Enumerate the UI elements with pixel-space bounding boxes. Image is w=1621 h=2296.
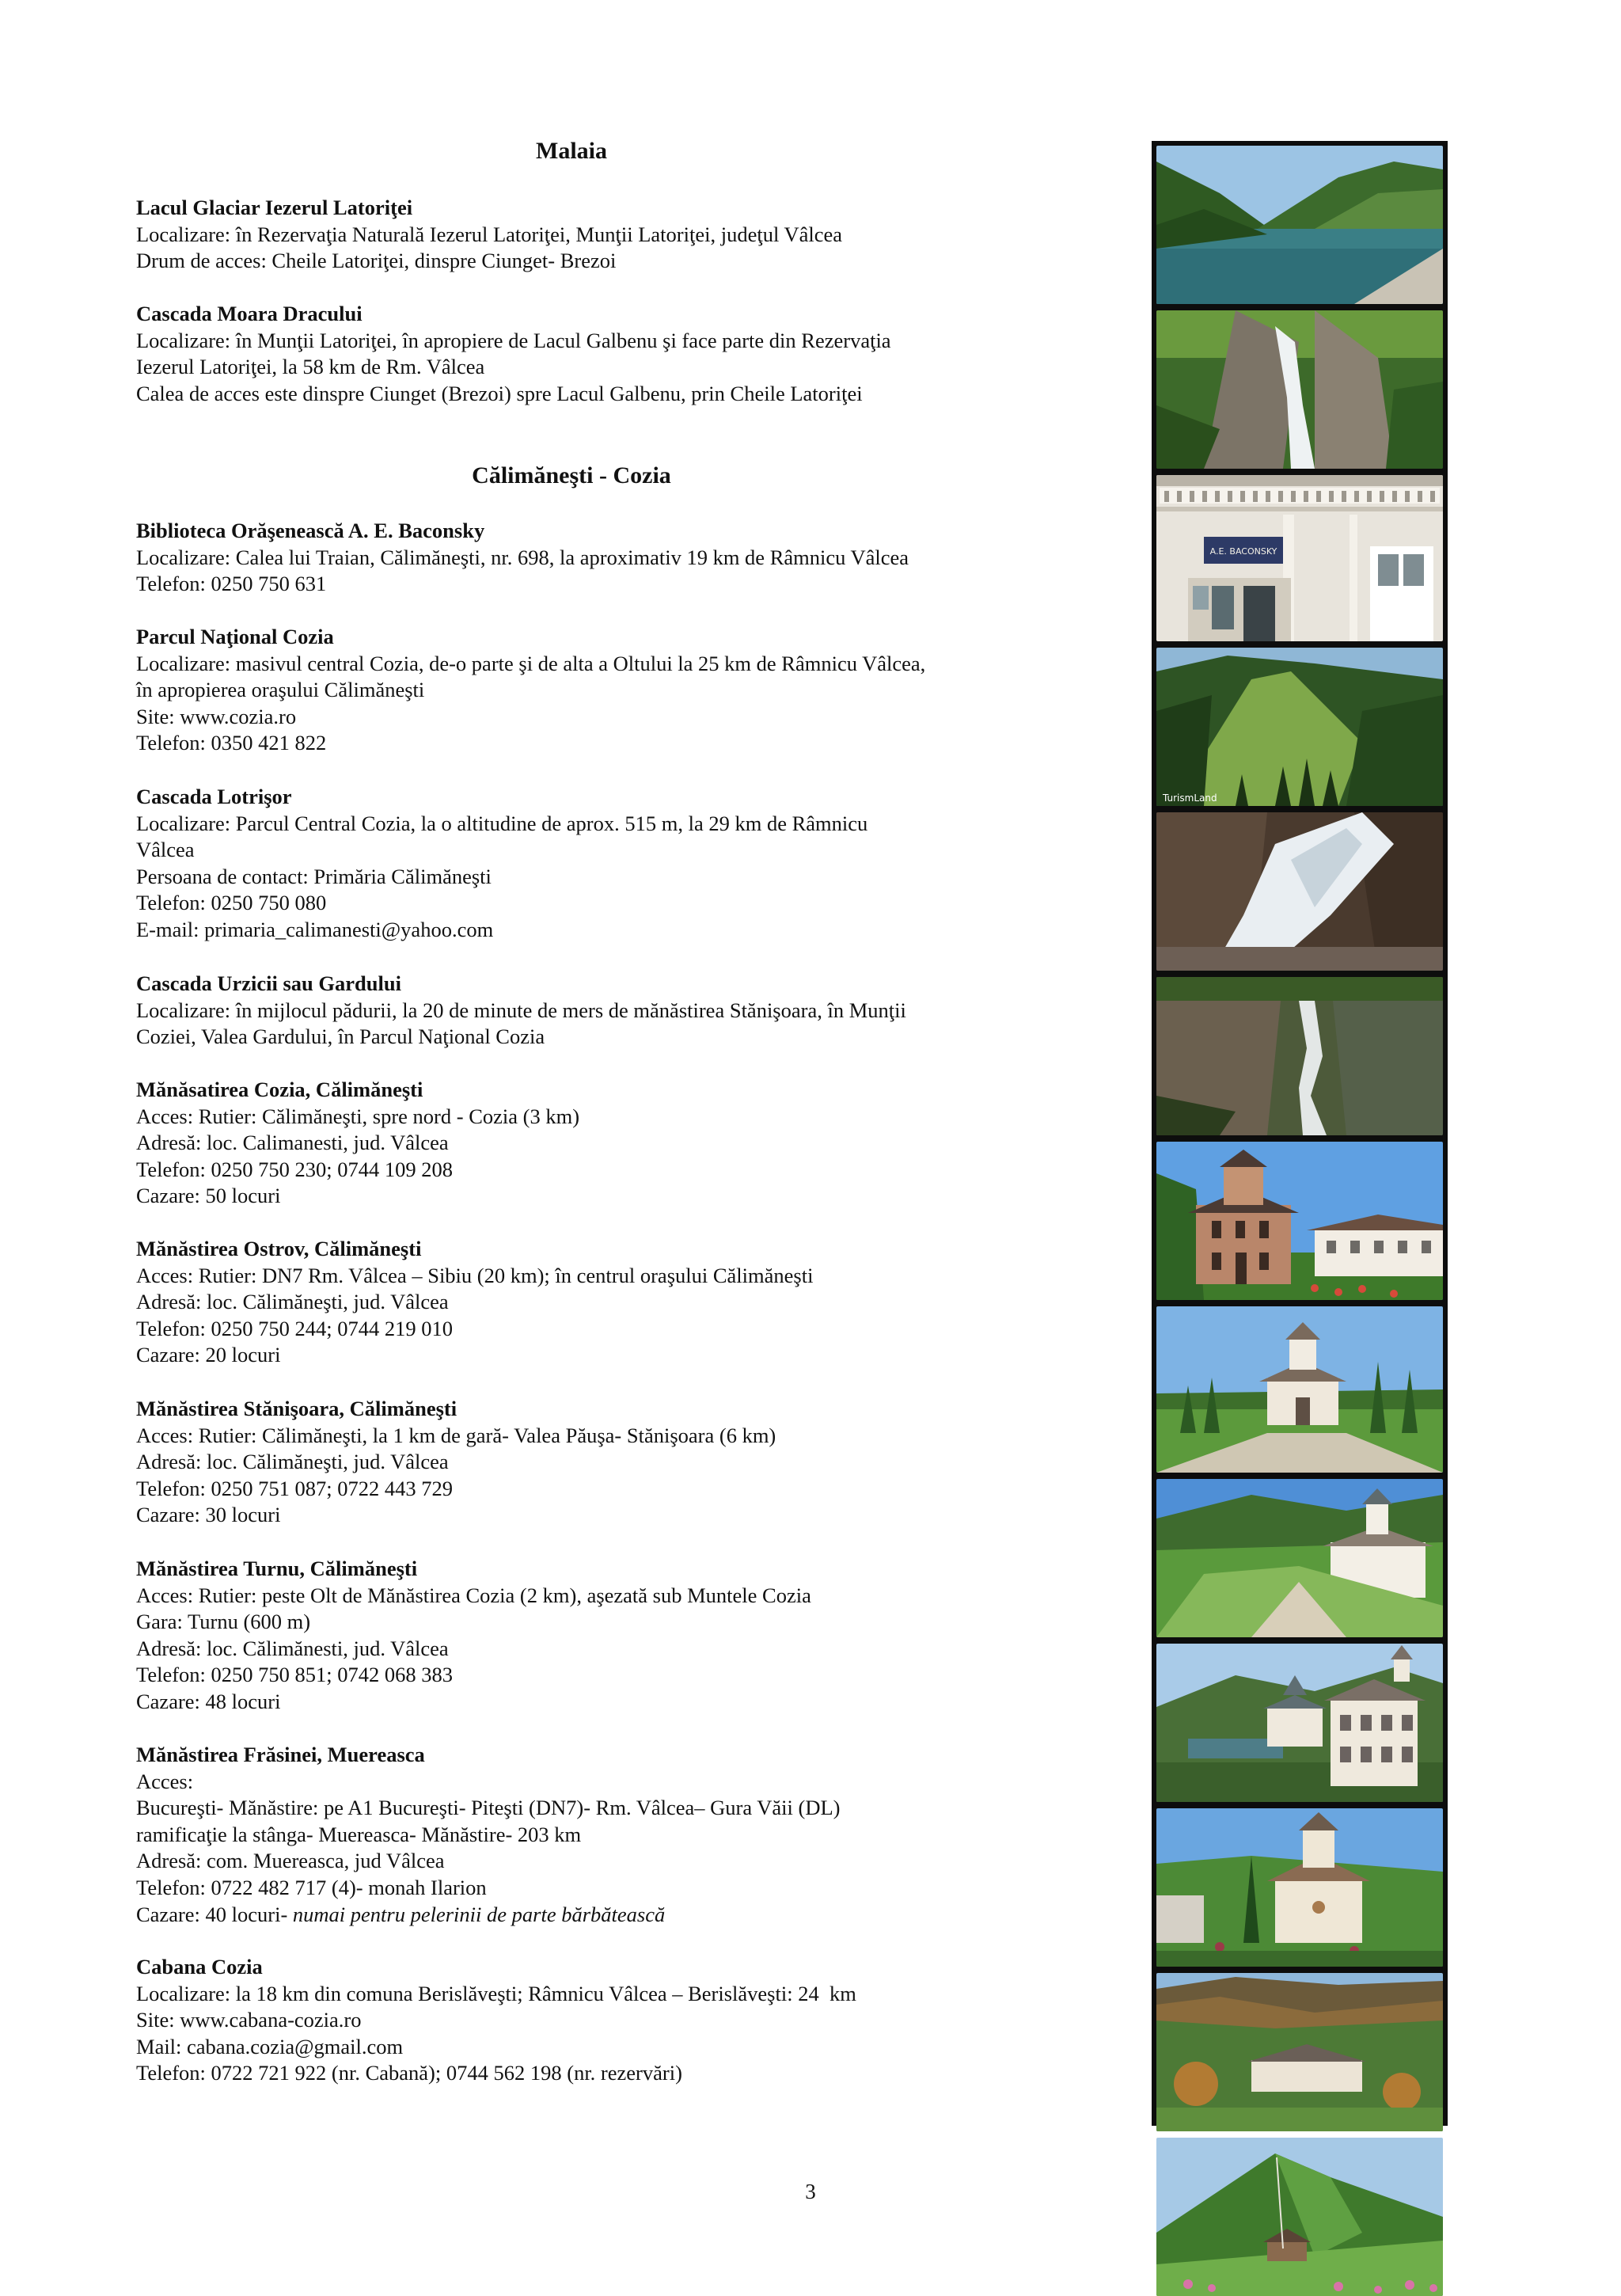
entry-line: Adresă: loc. Călimăneşti, jud. Vâlcea xyxy=(136,1290,449,1314)
entry-line: Adresă: loc. Călimănesti, jud. Vâlcea xyxy=(136,1636,449,1660)
entry-line: Iezerul Latoriţei, la 58 km de Rm. Vâlcea xyxy=(136,355,485,379)
photo-cascada-lotrisor xyxy=(1156,812,1443,971)
entry-line: Acces: xyxy=(136,1769,194,1793)
entry-line: Persoana de contact: Primăria Călimăneşti xyxy=(136,864,492,888)
entry-cascada-lotrisor xyxy=(136,784,1023,944)
photo-lake-latoritei xyxy=(1156,146,1443,304)
entry-line: Cazare: 20 locuri xyxy=(136,1343,281,1367)
entry-title: Parcul Naţional Cozia xyxy=(136,625,334,648)
entry-title: Mănăstirea Ostrov, Călimăneşti xyxy=(136,1237,422,1260)
cazare-prefix: Cazare: 40 locuri- xyxy=(136,1902,293,1926)
entry-line: Telefon: 0250 750 851; 0742 068 383 xyxy=(136,1663,454,1687)
entry-title: Mănăsatirea Cozia, Călimăneşti xyxy=(136,1078,423,1101)
entry-line: Telefon: 0722 721 922 (nr. Cabană); 0744 562 198 (nr. rezervări) xyxy=(136,2061,682,2085)
entry-line: Bucureşti- Mănăstire: pe A1 Bucureşti- Piteşti (DN7)- Rm. Vâlcea– Gura Văii (DL) xyxy=(136,1796,841,1820)
photo-manastirea-turnu xyxy=(1156,1644,1443,1802)
entry-line: Localizare: masivul central Cozia, de-o parte şi de alta a Oltului la 25 km de Râmnicu Vâlcea, xyxy=(136,651,926,675)
entry-cabana-cozia xyxy=(136,1954,1023,2087)
entry-parcul-national-cozia xyxy=(136,624,1023,757)
entry-manastirea-ostrov xyxy=(136,1236,1023,1369)
photo-manastirea-cozia xyxy=(1156,1142,1443,1300)
entry-line: Telefon: 0250 750 080 xyxy=(136,891,327,915)
entry-line: Localizare: în Rezervaţia Naturală Iezerul Latoriţei, Munţii Latoriţei, judeţul Vâlcea xyxy=(136,222,842,246)
entry-line: Acces: Rutier: DN7 Rm. Vâlcea – Sibiu (20 km); în centrul oraşului Călimăneşti xyxy=(136,1263,814,1287)
library-sign-text: A.E. BACONSKY xyxy=(1209,546,1277,557)
entry-line: Localizare: Parcul Central Cozia, la o altitudine de aprox. 515 m, la 29 km de Râmnicu xyxy=(136,811,868,835)
entry-line: E-mail: primaria_calimanesti@yahoo.com xyxy=(136,917,494,941)
entry-line: Localizare: la 18 km din comuna Berislăveşti; Râmnicu Vâlcea – Berislăveşti: 24 km xyxy=(136,1981,856,2005)
page-number: 3 xyxy=(805,2180,816,2203)
entry-line: Localizare: în Munţii Latoriţei, în apropiere de Lacul Galbenu şi face parte din Rezervaţia xyxy=(136,328,891,352)
photo-strip xyxy=(1152,141,1448,2126)
entry-line: Calea de acces este dinspre Ciunget (Brezoi) spre Lacul Galbenu, prin Cheile Latoriţei xyxy=(136,381,863,405)
entry-biblioteca xyxy=(136,518,1023,598)
photo-manastirea-frasinei xyxy=(1156,1808,1443,1967)
entry-line: Telefon: 0722 482 717 (4)- monah Ilarion xyxy=(136,1875,487,1899)
photo-cabana-cozia xyxy=(1156,2138,1443,2296)
photo-biblioteca xyxy=(1156,475,1443,641)
entry-line: Site: www.cozia.ro xyxy=(136,704,297,728)
entry-line: Adresă: com. Muereasca, jud Vâlcea xyxy=(136,1849,445,1873)
entry-line: Cazare: 50 locuri xyxy=(136,1184,281,1208)
entry-manastirea-cozia xyxy=(136,1077,1023,1210)
entry-manastirea-turnu xyxy=(136,1556,1023,1716)
entry-title: Mănăstirea Frăsinei, Muereasca xyxy=(136,1743,425,1766)
entry-line: Acces: Rutier: Călimăneşti, spre nord - Cozia (3 km) xyxy=(136,1104,580,1128)
entry-title: Mănăstirea Turnu, Călimăneşti xyxy=(136,1557,418,1580)
entry-line: Localizare: Calea lui Traian, Călimăneşti, nr. 698, la aproximativ 19 km de Râmnicu Vâlcea xyxy=(136,545,909,569)
entry-title: Cascada Urzicii sau Gardului xyxy=(136,971,401,995)
entry-line: Telefon: 0250 750 230; 0744 109 208 xyxy=(136,1157,454,1181)
photo-cascada-urzicii xyxy=(1156,977,1443,1135)
entry-line: Acces: Rutier: peste Olt de Mănăstirea Cozia (2 km), aşezată sub Muntele Cozia xyxy=(136,1583,811,1607)
entry-title: Biblioteca Orăşenească A. E. Baconsky xyxy=(136,519,485,542)
entry-title: Lacul Glaciar Iezerul Latoriţei xyxy=(136,196,413,219)
entry-title: Mănăstirea Stănişoara, Călimăneşti xyxy=(136,1397,457,1420)
entry-cascada-urzicii xyxy=(136,971,1023,1051)
entry-line: Cazare: 30 locuri xyxy=(136,1503,281,1527)
entry-manastirea-stanisoara xyxy=(136,1396,1023,1529)
entry-cascada-moara-dracului xyxy=(136,301,1023,407)
entry-manastirea-frasinei xyxy=(136,1742,1023,1928)
entry-line: Adresă: loc. Călimăneşti, jud. Vâlcea xyxy=(136,1450,449,1474)
entry-line: Site: www.cabana-cozia.ro xyxy=(136,2008,362,2032)
section-title-calimanesti-cozia: Călimăneşti - Cozia xyxy=(472,462,671,488)
photo-parcul-cozia xyxy=(1156,648,1443,806)
cazare-note: numai pentru pelerinii de parte bărbătească xyxy=(292,1902,666,1926)
entry-line: Gara: Turnu (600 m) xyxy=(136,1610,311,1634)
photo-manastirea-stanisoara xyxy=(1156,1479,1443,1637)
entry-title: Cascada Moara Dracului xyxy=(136,302,363,325)
entry-line: Vâlcea xyxy=(136,838,195,862)
section-title-malaia: Malaia xyxy=(536,138,607,164)
entry-line: Localizare: în mijlocul pădurii, la 20 de minute de mers de mănăstirea Stănişoara, în Munţii xyxy=(136,998,906,1022)
entry-line: în apropierea oraşului Călimăneşti xyxy=(136,678,425,702)
entry-title: Cascada Lotrişor xyxy=(136,785,292,808)
entry-line: Adresă: loc. Calimanesti, jud. Vâlcea xyxy=(136,1131,449,1155)
entry-line: Telefon: 0350 421 822 xyxy=(136,731,327,755)
entry-lacul-glaciar xyxy=(136,195,1023,275)
entry-line: Acces: Rutier: Călimăneşti, la 1 km de gară- Valea Păuşa- Stănişoara (6 km) xyxy=(136,1423,776,1447)
photo-watermark-text: TurismLand xyxy=(1163,793,1217,804)
entry-line: Telefon: 0250 750 631 xyxy=(136,572,327,596)
entry-line-cazare xyxy=(136,1902,1023,1929)
entry-line: Coziei, Valea Gardului, în Parcul Naţional Cozia xyxy=(136,1024,545,1049)
entry-line: Cazare: 48 locuri xyxy=(136,1689,281,1713)
photo-frasinei-panorama xyxy=(1156,1973,1443,2131)
entry-line: Telefon: 0250 751 087; 0722 443 729 xyxy=(136,1476,454,1500)
entry-line: Telefon: 0250 750 244; 0744 219 010 xyxy=(136,1316,454,1340)
photo-moara-dracului xyxy=(1156,310,1443,469)
photo-manastirea-ostrov xyxy=(1156,1306,1443,1473)
entry-line: ramificaţie la stânga- Muereasca- Mănăstire- 203 km xyxy=(136,1822,582,1846)
entry-line: Drum de acces: Cheile Latoriţei, dinspre Ciunget- Brezoi xyxy=(136,249,617,273)
entry-title: Cabana Cozia xyxy=(136,1955,263,1979)
entry-line: Mail: cabana.cozia@gmail.com xyxy=(136,2034,404,2058)
